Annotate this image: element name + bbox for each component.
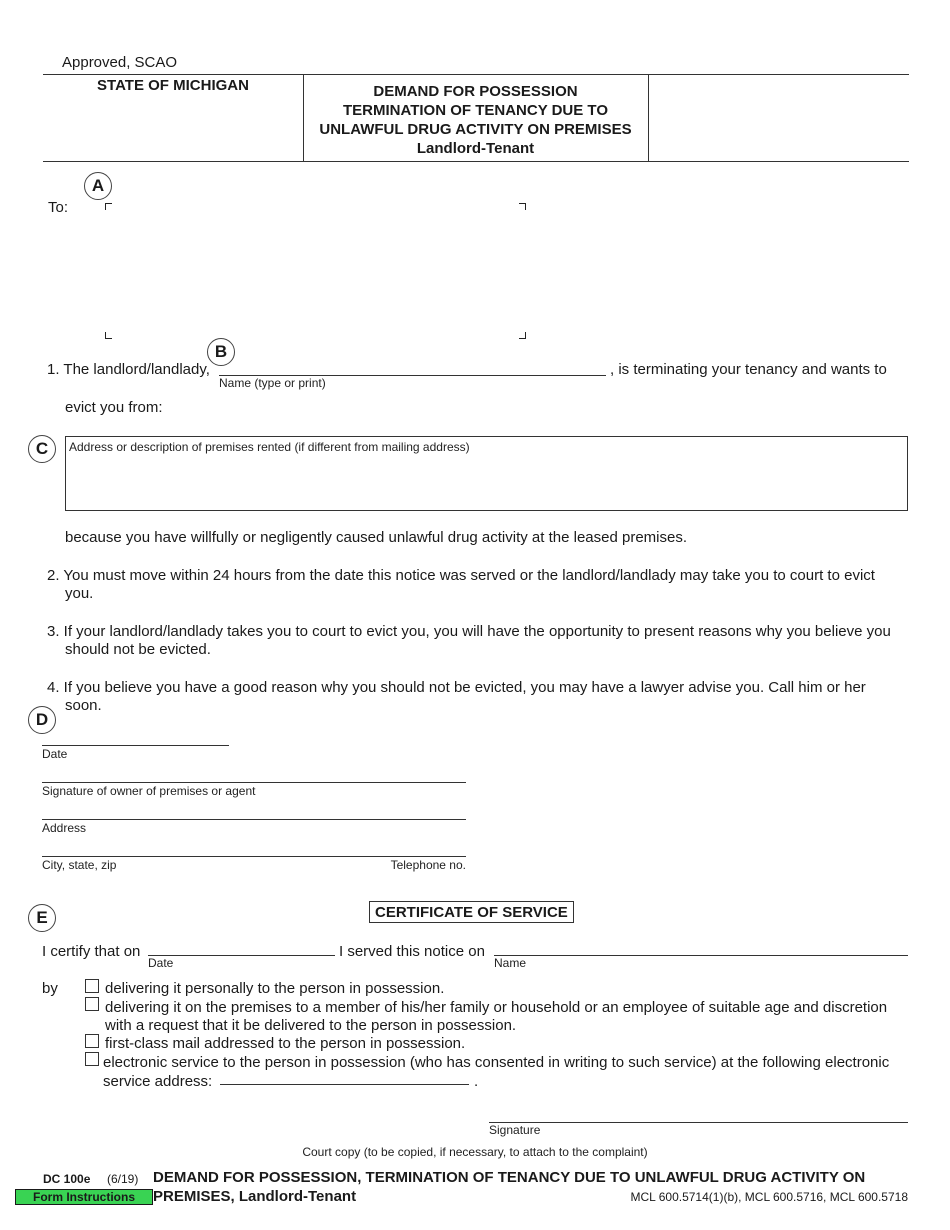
electronic-service-checkbox[interactable] <box>85 1052 99 1066</box>
item1-suffix: , is terminating your tenancy and wants to <box>610 361 887 378</box>
footer-title-line2: PREMISES, Landlord-Tenant <box>153 1188 357 1205</box>
owner-address-field[interactable] <box>42 800 466 820</box>
date-caption: Date <box>42 747 68 761</box>
item1-line2: evict you from: <box>65 399 163 416</box>
item3-line1: 3. If your landlord/landlady takes you to court to evict you, you will have the opportunity to present reasons why you believe you <box>47 623 891 640</box>
case-number-field[interactable] <box>649 75 908 161</box>
option2-line2: with a request that it be delivered to the person in possession. <box>105 1017 517 1034</box>
option4-line1: electronic service to the person in possession (who has consented in writing to such service) at the following electronic <box>103 1054 890 1071</box>
premises-delivery-checkbox[interactable] <box>85 997 99 1011</box>
city-caption: City, state, zip <box>42 858 117 872</box>
address-corner-bottom-left <box>105 332 112 339</box>
server-signature-field[interactable] <box>489 1103 908 1123</box>
form-revision: (6/19) <box>107 1172 139 1186</box>
item3-line2: should not be evicted. <box>65 641 211 658</box>
form-title-line: DEMAND FOR POSSESSION <box>373 83 578 100</box>
statute-references: MCL 600.5714(1)(b), MCL 600.5716, MCL 600.5718 <box>630 1190 908 1204</box>
item4-line1: 4. If you believe you have a good reason why you should not be evicted, you may have a lawyer advise you. Call him or her <box>47 679 866 696</box>
marker-b: B <box>207 338 235 366</box>
marker-a: A <box>84 172 112 200</box>
address-caption: Address <box>42 821 87 835</box>
option4-end: . <box>474 1073 479 1090</box>
city-state-zip-field[interactable] <box>42 837 466 857</box>
served-name-caption: Name <box>494 956 527 970</box>
address-corner-top-left <box>105 203 112 210</box>
premises-address-field[interactable] <box>65 436 908 511</box>
option2-line1: delivering it on the premises to a member of his/her family or household or an employee of suitable age and discretion <box>105 999 888 1016</box>
certificate-title: CERTIFICATE OF SERVICE <box>369 901 574 923</box>
footer-title-line1: DEMAND FOR POSSESSION, TERMINATION OF TENANCY DUE TO UNLAWFUL DRUG ACTIVITY ON <box>153 1169 866 1186</box>
recipient-address-field[interactable] <box>105 203 526 339</box>
premises-box-label: Address or description of premises rented (if different from mailing address) <box>69 440 470 454</box>
electronic-address-field[interactable] <box>220 1067 469 1085</box>
form-instructions-button[interactable]: Form Instructions <box>15 1189 153 1205</box>
form-title-line: UNLAWFUL DRUG ACTIVITY ON PREMISES <box>319 121 632 138</box>
court-copy-note: Court copy (to be copied, if necessary, to attach to the complaint) <box>302 1145 648 1159</box>
approved-label: Approved, SCAO <box>62 54 178 71</box>
because-text: because you have willfully or negligently caused unlawful drug activity at the leased premises. <box>65 529 688 546</box>
state-label: STATE OF MICHIGAN <box>97 77 249 94</box>
service-date-field[interactable] <box>148 936 335 956</box>
item2-line1: 2. You must move within 24 hours from the date this notice was served or the landlord/landlady may take you to court to evict <box>47 567 875 584</box>
signature-caption: Signature of owner of premises or agent <box>42 784 256 798</box>
marker-e: E <box>28 904 56 932</box>
form-title-line: Landlord-Tenant <box>416 140 535 157</box>
form-number: DC 100e <box>43 1172 91 1186</box>
form-title <box>303 82 648 158</box>
first-class-mail-checkbox[interactable] <box>85 1034 99 1048</box>
server-signature-caption: Signature <box>489 1123 541 1137</box>
item1-prefix: 1. The landlord/landlady, <box>47 361 210 378</box>
landlord-name-caption: Name (type or print) <box>219 376 326 390</box>
marker-c: C <box>28 435 56 463</box>
served-text: I served this notice on <box>339 943 485 960</box>
by-label: by <box>42 980 58 997</box>
option4-line2: service address: <box>103 1073 213 1090</box>
landlord-name-field[interactable] <box>219 356 606 376</box>
certify-prefix: I certify that on <box>42 943 141 960</box>
to-label: To: <box>48 199 69 216</box>
served-name-field[interactable] <box>494 936 908 956</box>
personal-delivery-checkbox[interactable] <box>85 979 99 993</box>
item4-line2: soon. <box>65 697 102 714</box>
marker-d: D <box>28 706 56 734</box>
address-corner-top-right <box>519 203 526 210</box>
header-bottom-rule <box>43 161 909 162</box>
option3-text: first-class mail addressed to the person in possession. <box>105 1035 466 1052</box>
service-date-caption: Date <box>148 956 174 970</box>
address-corner-bottom-right <box>519 332 526 339</box>
phone-caption: Telephone no. <box>390 858 466 872</box>
item2-line2: you. <box>65 585 94 602</box>
owner-signature-field[interactable] <box>42 763 466 783</box>
option1-text: delivering it personally to the person in possession. <box>105 980 445 997</box>
date-field[interactable] <box>42 726 229 746</box>
form-title-line: TERMINATION OF TENANCY DUE TO <box>342 102 608 119</box>
